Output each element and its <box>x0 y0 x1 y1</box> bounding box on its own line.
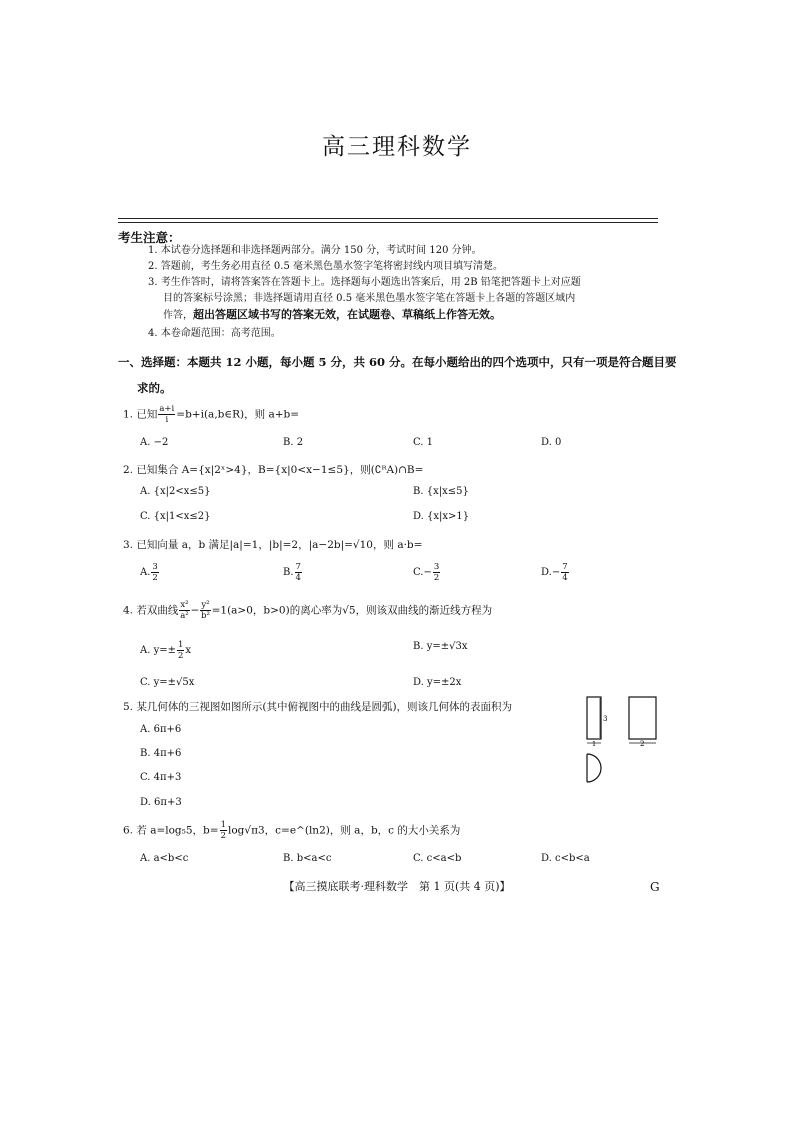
q2-option-d: D. {x|x>1} <box>413 511 470 522</box>
question-6 <box>123 820 460 841</box>
notice-heading: 考生注意： <box>118 230 181 245</box>
q2-option-b: B. {x|x≤5} <box>413 486 469 497</box>
q6-numerator: 1 <box>220 820 226 830</box>
notice-item: 2. 答题前，考生务必用直径 0.5 毫米黑色墨水签字笔将密封线内项目填写清楚。 <box>148 261 503 272</box>
option-numerator: 3 <box>433 562 440 572</box>
notice-item: 作答， <box>163 310 193 321</box>
option-numerator: 7 <box>295 562 301 572</box>
option-fraction <box>177 640 184 661</box>
option-fraction <box>151 562 158 583</box>
section-line: 一、选择题：本题共 12 小题，每小题 5 分，共 60 分。在每小题给出的四个选项中，只有一项是符合题目要 <box>118 355 677 369</box>
section-line: 求的。 <box>137 381 172 395</box>
notice-item: 4. 本卷命题范围：高考范围。 <box>148 328 281 339</box>
option-fraction <box>295 562 302 583</box>
option-label: B. <box>283 567 294 578</box>
q4-numerator-2: y² <box>201 600 210 610</box>
q6-option-d: D. c<b<a <box>541 853 590 864</box>
q5-option-c: C. 4π+3 <box>140 772 182 783</box>
option-fraction <box>561 562 568 583</box>
option-sign: − <box>551 567 561 578</box>
notice-block <box>148 243 668 342</box>
q4-denominator-1: a² <box>180 611 189 621</box>
q1-option-b: B. 2 <box>283 437 304 448</box>
notice-item: 3. 考生作答时，请将答案答在答题卡上。选择题每小题选出答案后，用 2B 铅笔把答题卡上对应题 <box>148 277 581 288</box>
q4-option-d: D. y=±2x <box>413 677 462 688</box>
option-label: C. <box>413 567 424 578</box>
notice-item-line <box>148 307 668 324</box>
top-view-arc <box>587 754 601 782</box>
q4-minus: − <box>190 604 200 617</box>
notice-emphasis: 超出答题区域书写的答案无效，在试题卷、草稿纸上作答无效。 <box>193 308 501 321</box>
q1-denominator: i <box>165 415 169 425</box>
q6-denominator: 2 <box>220 831 226 841</box>
q4-option-c: C. y=±√5x <box>140 677 195 688</box>
q5-option-a: A. 6π+6 <box>140 724 182 735</box>
option-numerator: 3 <box>152 562 158 572</box>
option-denominator: 2 <box>178 651 184 661</box>
option-prefix: A. y=± <box>140 645 176 656</box>
q1-suffix: =b+i(a,b∈R)，则 a+b= <box>176 408 300 421</box>
q3-option-d <box>541 562 570 583</box>
notice-item: 目的答案标号涂黑；非选择题请用直径 0.5 毫米黑色墨水签字笔在答题卡上各题的答题区域内 <box>163 293 576 304</box>
width-dim-label-right: 2 <box>640 740 645 748</box>
q6-option-a: A. a<b<c <box>140 853 189 864</box>
q4-option-b: B. y=±√3x <box>413 641 468 652</box>
question-4 <box>123 600 492 621</box>
page-footer: 【高三摸底联考·理科数学 第 1 页(共 4 页)】 <box>283 880 511 893</box>
option-fraction <box>433 562 440 583</box>
q4-fraction-1 <box>179 600 189 621</box>
q3-option-b <box>283 562 303 583</box>
option-denominator: 4 <box>295 573 301 583</box>
section-heading <box>118 349 678 401</box>
q3-option-a <box>140 562 160 583</box>
three-view-figure <box>578 690 668 790</box>
q4-suffix: =1(a>0，b>0)的离心率为√5，则该双曲线的渐近线方程为 <box>211 604 493 617</box>
corner-label: G <box>650 880 660 894</box>
width-dim-label-left: 1 <box>592 740 597 748</box>
question-5: 5. 某几何体的三视图如图所示(其中俯视图中的曲线是圆弧)，则该几何体的表面积为 <box>123 701 513 713</box>
q1-option-c: C. 1 <box>413 437 434 448</box>
option-numerator: 1 <box>178 640 184 650</box>
q1-prefix: 1. 已知 <box>123 408 158 421</box>
q4-fraction-2 <box>200 600 210 621</box>
option-numerator: 7 <box>562 562 568 572</box>
q2-option-a: A. {x|2<x≤5} <box>140 486 211 497</box>
option-denominator: 4 <box>562 573 568 583</box>
q3-option-c <box>413 562 441 583</box>
q1-numerator: a+i <box>159 404 175 414</box>
question-3: 3. 已知向量 a，b 满足|a|=1，|b|=2，|a−2b|=√10，则 a·b= <box>123 539 423 551</box>
question-2: 2. 已知集合 A={x|2ˣ>4}，B={x|0<x−1≤5}，则(∁ᴿA)∩B= <box>123 464 424 476</box>
q1-option-d: D. 0 <box>541 437 562 448</box>
q4-option-a <box>140 640 191 661</box>
option-suffix: x <box>185 645 192 656</box>
q1-fraction <box>158 404 175 425</box>
q6-option-b: B. b<a<c <box>283 853 332 864</box>
q4-numerator-1: x² <box>180 600 189 610</box>
q2-option-c: C. {x|1<x≤2} <box>140 511 211 522</box>
notice-item: 1. 本试卷分选择题和非选择题两部分。满分 150 分，考试时间 120 分钟。 <box>148 245 482 256</box>
height-dim-label: 3 <box>603 715 608 723</box>
question-1 <box>123 404 299 425</box>
q6-prefix: 6. 若 a=log₅5，b= <box>123 824 219 837</box>
option-sign: − <box>423 567 432 578</box>
side-view <box>629 697 656 739</box>
q4-prefix: 4. 若双曲线 <box>123 604 179 617</box>
front-view <box>587 697 601 739</box>
option-denominator: 2 <box>433 573 440 583</box>
q5-option-d: D. 6π+3 <box>140 797 182 808</box>
page-title: 高三理科数学 <box>322 134 472 160</box>
q1-option-a: A. −2 <box>140 437 169 448</box>
option-label: A. <box>140 567 151 578</box>
q6-suffix: log√π3，c=e^(ln2)，则 a，b，c 的大小关系为 <box>227 824 461 837</box>
q6-fraction <box>220 820 227 841</box>
q4-denominator-2: b² <box>201 611 210 621</box>
q5-option-b: B. 4π+6 <box>140 748 182 759</box>
option-denominator: 2 <box>152 573 158 583</box>
option-label: D. <box>541 567 552 578</box>
header-rule <box>118 218 658 223</box>
q6-option-c: C. c<a<b <box>413 853 462 864</box>
